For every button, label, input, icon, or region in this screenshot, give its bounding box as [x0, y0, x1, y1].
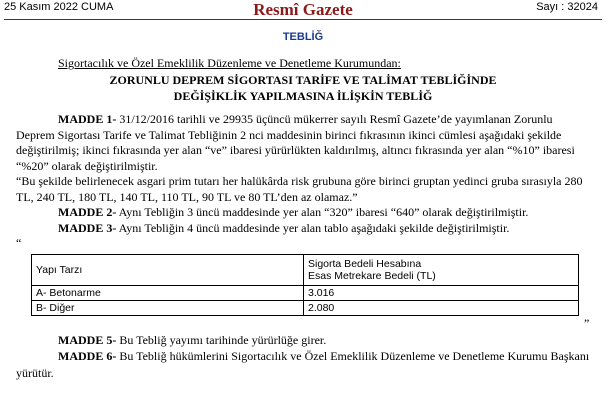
tariff-table [31, 254, 579, 316]
article-1-text-line-3: değiştirilmiş; ikinci fıkrasında yer alan “ve” ibaresi yürürlükten kaldırılmış, altıncı fıkrasında yer alan “%10” ibaresi [16, 143, 575, 157]
table-header-row [32, 255, 579, 286]
table-cell-base-value: 3.016 [304, 286, 579, 301]
header-divider [4, 19, 602, 20]
issuing-institution: Sigortacılık ve Özel Emeklilik Düzenleme ve Denetleme Kurumundan: [58, 56, 401, 70]
table-header-base-value [304, 255, 579, 286]
table-cell-building-type: B- Diğer [32, 301, 304, 316]
table-header-base-value-line-1: Sigorta Bedeli Hesabına [308, 258, 422, 270]
section-heading: TEBLİĞ [282, 31, 324, 43]
table-row [32, 301, 579, 316]
article-5-text: Bu Tebliğ yayımı tarihinde yürürlüğe girer. [119, 333, 327, 347]
article-1-first-line [58, 112, 553, 128]
article-6-first-line [58, 349, 589, 365]
article-2-text: Aynı Tebliğin 3 üncü maddesinde yer alan “320” ibaresi “640” olarak değiştirilmiştir. [118, 205, 529, 219]
table-close-quote: ” [584, 316, 590, 330]
table-row [32, 286, 579, 301]
article-1-text-line-2: Deprem Sigortası Tarife ve Talimat Tebliğinin 2 nci maddesinin birinci fıkrasının ikinci cümlesi aşağıdaki şekilde [16, 127, 562, 142]
issue-number: Sayı : 32024 [536, 1, 598, 13]
document-title-line-1: ZORUNLU DEPREM SİGORTASI TARİFE VE TALİMAT TEBLİĞİNDE [109, 73, 497, 87]
article-3-text: Aynı Tebliğin 4 üncü maddesinde yer alan tablo aşağıdaki şekilde değiştirilmiştir. [118, 220, 510, 235]
article-5 [58, 333, 326, 349]
article-6-label: MADDE 6- [58, 349, 117, 363]
table-header-building-type: Yapı Tarzı [32, 255, 304, 286]
gazette-title: Resmî Gazete [253, 0, 353, 19]
article-3-label: MADDE 3- [58, 220, 117, 235]
article-1-quote-line-2: TL, 240 TL, 180 TL, 140 TL, 110 TL, 90 TL ve 80 TL’den az olamaz.” [16, 189, 358, 204]
article-1-label: MADDE 1- [58, 112, 117, 126]
header-date: 25 Kasım 2022 CUMA [4, 1, 114, 13]
article-1-text-line-1: 31/12/2016 tarihli ve 29935 üçüncü mükerrer sayılı Resmî Gazete’de yayımlanan Zorunlu [119, 112, 553, 126]
article-6-text-line-1: Bu Tebliğ hükümlerini Sigortacılık ve Özel Emeklilik Düzenleme ve Denetleme Kurumu Başkanı [119, 349, 590, 363]
article-1-quote-line-1: “Bu şekilde belirlenecek asgari prim tutarı her halükârda risk grubuna göre birinci gruptan yedinci gruba sırasıyla 280 [16, 174, 583, 188]
article-2 [58, 205, 528, 221]
article-2-label: MADDE 2- [58, 205, 117, 219]
article-3 [58, 221, 509, 237]
document-title-line-2: DEĞİŞİKLİK YAPILMASINA İLİŞKİN TEBLİĞ [173, 89, 433, 103]
table-cell-base-value: 2.080 [304, 301, 579, 316]
table-header-base-value-line-2: Esas Metrekare Bedeli (TL) [308, 270, 436, 282]
table-cell-building-type: A- Betonarme [32, 286, 304, 301]
article-5-label: MADDE 5- [58, 333, 117, 347]
table-open-quote: “ [16, 236, 22, 250]
article-6-text-line-2: yürütür. [16, 366, 54, 380]
article-1-text-line-4: “%20” olarak değiştirilmiştir. [16, 158, 158, 173]
